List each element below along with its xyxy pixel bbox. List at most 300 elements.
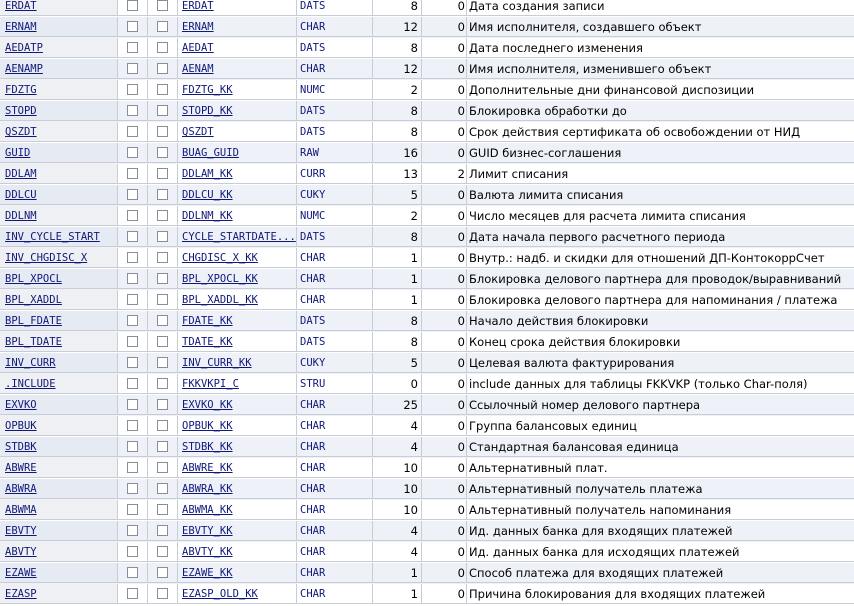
decimals-cell: 0 [422, 479, 467, 499]
initial-values-checkbox[interactable] [157, 42, 168, 53]
initial-values-checkbox[interactable] [157, 336, 168, 347]
key-cell[interactable] [118, 584, 148, 604]
initial-values-cell[interactable] [148, 374, 178, 394]
field-name-cell[interactable]: BPL_TDATE [0, 332, 118, 352]
table-row[interactable] [0, 206, 854, 227]
key-checkbox[interactable] [127, 483, 138, 494]
key-checkbox[interactable] [127, 210, 138, 221]
initial-values-cell[interactable] [148, 122, 178, 142]
data-type-cell: DATS [297, 101, 373, 121]
key-cell[interactable] [118, 500, 148, 520]
initial-values-cell[interactable] [148, 38, 178, 58]
data-type-cell: CHAR [297, 395, 373, 415]
initial-values-cell[interactable] [148, 248, 178, 268]
key-cell[interactable] [118, 395, 148, 415]
initial-values-cell[interactable] [148, 290, 178, 310]
decimals-cell: 0 [422, 227, 467, 247]
length-cell: 8 [373, 122, 422, 142]
key-cell[interactable] [118, 458, 148, 478]
initial-values-cell[interactable] [148, 458, 178, 478]
length-cell: 12 [373, 17, 422, 37]
field-name-cell[interactable]: STOPD [0, 101, 118, 121]
data-type-cell: CUKY [297, 353, 373, 373]
initial-values-cell[interactable] [148, 227, 178, 247]
length-cell: 10 [373, 458, 422, 478]
data-element-cell[interactable]: BPL_XADDL_KK [178, 290, 297, 310]
key-cell[interactable] [118, 38, 148, 58]
decimals-cell: 0 [422, 0, 467, 16]
length-cell: 16 [373, 143, 422, 163]
decimals-cell: 0 [422, 101, 467, 121]
short-description-cell: Дополнительные дни финансовой диспозиции [467, 80, 854, 100]
data-element-cell[interactable]: BPL_XPOCL_KK [178, 269, 297, 289]
initial-values-cell[interactable] [148, 521, 178, 541]
field-name-cell[interactable]: INV_CYCLE_START [0, 227, 118, 247]
length-cell: 2 [373, 206, 422, 226]
field-name-cell[interactable]: DDLCU [0, 185, 118, 205]
key-cell[interactable] [118, 563, 148, 583]
key-cell[interactable] [118, 80, 148, 100]
key-checkbox[interactable] [127, 42, 138, 53]
length-cell: 8 [373, 0, 422, 16]
key-checkbox[interactable] [127, 168, 138, 179]
table-row[interactable] [0, 143, 854, 164]
data-element-cell[interactable]: FDATE_KK [178, 311, 297, 331]
data-type-cell: DATS [297, 311, 373, 331]
data-element-cell[interactable]: QSZDT [178, 122, 297, 142]
field-name-cell[interactable]: EZASP [0, 584, 118, 604]
table-row[interactable] [0, 0, 854, 17]
length-cell: 1 [373, 563, 422, 583]
length-cell: 5 [373, 353, 422, 373]
field-name-cell[interactable]: EBVTY [0, 521, 118, 541]
field-name-cell[interactable]: DDLAM [0, 164, 118, 184]
initial-values-cell[interactable] [148, 311, 178, 331]
key-checkbox[interactable] [127, 252, 138, 263]
key-checkbox[interactable] [127, 462, 138, 473]
initial-values-checkbox[interactable] [157, 0, 168, 11]
length-cell: 4 [373, 542, 422, 562]
key-cell[interactable] [118, 122, 148, 142]
field-name-cell[interactable]: EXVKO [0, 395, 118, 415]
key-checkbox[interactable] [127, 315, 138, 326]
short-description-cell: Альтернативный плат. [467, 458, 854, 478]
initial-values-cell[interactable] [148, 0, 178, 16]
key-checkbox[interactable] [127, 336, 138, 347]
decimals-cell: 0 [422, 206, 467, 226]
field-name-cell[interactable]: QSZDT [0, 122, 118, 142]
data-type-cell: CURR [297, 164, 373, 184]
initial-values-cell[interactable] [148, 143, 178, 163]
table-row[interactable] [0, 458, 854, 479]
decimals-cell: 0 [422, 59, 467, 79]
data-type-cell: RAW [297, 143, 373, 163]
short-description-cell: Внутр.: надб. и скидки для отношений ДП-КонтокоррСчет [467, 248, 854, 268]
field-name-cell[interactable]: BPL_XADDL [0, 290, 118, 310]
key-cell[interactable] [118, 479, 148, 499]
key-checkbox[interactable] [127, 546, 138, 557]
data-element-cell[interactable]: AEDAT [178, 38, 297, 58]
data-element-cell[interactable]: ERNAM [178, 17, 297, 37]
length-cell: 4 [373, 416, 422, 436]
data-type-cell: CHAR [297, 59, 373, 79]
key-cell[interactable] [118, 269, 148, 289]
length-cell: 2 [373, 80, 422, 100]
initial-values-checkbox[interactable] [157, 483, 168, 494]
data-type-cell: CHAR [297, 248, 373, 268]
key-checkbox[interactable] [127, 84, 138, 95]
key-cell[interactable] [118, 437, 148, 457]
initial-values-checkbox[interactable] [157, 273, 168, 284]
key-cell[interactable] [118, 416, 148, 436]
initial-values-cell[interactable] [148, 17, 178, 37]
length-cell: 5 [373, 185, 422, 205]
key-cell[interactable] [118, 227, 148, 247]
field-name-cell[interactable]: STDBK [0, 437, 118, 457]
data-element-cell[interactable]: BUAG_GUID [178, 143, 297, 163]
length-cell: 8 [373, 311, 422, 331]
initial-values-cell[interactable] [148, 164, 178, 184]
field-name-cell[interactable]: ABWRA [0, 479, 118, 499]
key-checkbox[interactable] [127, 189, 138, 200]
short-description-cell: Ид. данных банка для исходящих платежей [467, 542, 854, 562]
initial-values-cell[interactable] [148, 80, 178, 100]
decimals-cell: 2 [422, 164, 467, 184]
initial-values-checkbox[interactable] [157, 420, 168, 431]
data-element-cell[interactable]: ABVTY_KK [178, 542, 297, 562]
short-description-cell: include данных для таблицы FKKVKP (только Char-поля) [467, 374, 854, 394]
table-row[interactable] [0, 311, 854, 332]
key-cell[interactable] [118, 185, 148, 205]
initial-values-checkbox[interactable] [157, 378, 168, 389]
table-row[interactable] [0, 59, 854, 80]
key-checkbox[interactable] [127, 441, 138, 452]
length-cell: 13 [373, 164, 422, 184]
decimals-cell: 0 [422, 353, 467, 373]
table-row[interactable] [0, 479, 854, 500]
key-cell[interactable] [118, 353, 148, 373]
data-type-cell: CHAR [297, 563, 373, 583]
key-checkbox[interactable] [127, 399, 138, 410]
field-name-cell[interactable]: INV_CHGDISC_X [0, 248, 118, 268]
field-name-cell[interactable]: EZAWE [0, 563, 118, 583]
initial-values-cell[interactable] [148, 269, 178, 289]
field-name-cell[interactable]: .INCLUDE [0, 374, 118, 394]
table-row[interactable] [0, 248, 854, 269]
key-checkbox[interactable] [127, 126, 138, 137]
table-row[interactable] [0, 395, 854, 416]
key-checkbox[interactable] [127, 294, 138, 305]
field-name-cell[interactable]: DDLNM [0, 206, 118, 226]
field-name-cell[interactable]: ABVTY [0, 542, 118, 562]
initial-values-cell[interactable] [148, 542, 178, 562]
length-cell: 4 [373, 437, 422, 457]
field-name-cell[interactable]: FDZTG [0, 80, 118, 100]
initial-values-checkbox[interactable] [157, 147, 168, 158]
short-description-cell: Блокировка делового партнера для проводок/выравниваний [467, 269, 854, 289]
data-element-cell[interactable]: ABWMA_KK [178, 500, 297, 520]
field-name-cell[interactable]: ERDAT [0, 0, 118, 16]
data-type-cell: DATS [297, 0, 373, 16]
length-cell: 10 [373, 479, 422, 499]
length-cell: 8 [373, 332, 422, 352]
length-cell: 12 [373, 59, 422, 79]
key-cell[interactable] [118, 143, 148, 163]
key-checkbox[interactable] [127, 378, 138, 389]
data-type-cell: DATS [297, 227, 373, 247]
key-cell[interactable] [118, 542, 148, 562]
length-cell: 8 [373, 227, 422, 247]
data-element-cell[interactable]: CHGDISC_X_KK [178, 248, 297, 268]
data-element-cell[interactable]: ABWRE_KK [178, 458, 297, 478]
initial-values-cell[interactable] [148, 185, 178, 205]
key-cell[interactable] [118, 311, 148, 331]
short-description-cell: Целевая валюта фактурирования [467, 353, 854, 373]
initial-values-checkbox[interactable] [157, 168, 168, 179]
initial-values-checkbox[interactable] [157, 126, 168, 137]
table-row[interactable] [0, 80, 854, 101]
table-row[interactable] [0, 185, 854, 206]
short-description-cell: Валюта лимита списания [467, 185, 854, 205]
length-cell: 1 [373, 269, 422, 289]
decimals-cell: 0 [422, 584, 467, 604]
data-element-cell[interactable]: ERDAT [178, 0, 297, 16]
initial-values-cell[interactable] [148, 332, 178, 352]
initial-values-cell[interactable] [148, 206, 178, 226]
initial-values-checkbox[interactable] [157, 504, 168, 515]
table-row[interactable] [0, 38, 854, 59]
key-checkbox[interactable] [127, 588, 138, 599]
data-type-cell: DATS [297, 122, 373, 142]
initial-values-cell[interactable] [148, 353, 178, 373]
data-type-cell: CHAR [297, 437, 373, 457]
initial-values-checkbox[interactable] [157, 588, 168, 599]
key-checkbox[interactable] [127, 357, 138, 368]
data-element-cell[interactable]: EZASP_OLD_KK [178, 584, 297, 604]
key-checkbox[interactable] [127, 63, 138, 74]
decimals-cell: 0 [422, 542, 467, 562]
initial-values-checkbox[interactable] [157, 567, 168, 578]
key-cell[interactable] [118, 101, 148, 121]
key-checkbox[interactable] [127, 420, 138, 431]
table-row[interactable] [0, 437, 854, 458]
decimals-cell: 0 [422, 458, 467, 478]
initial-values-checkbox[interactable] [157, 84, 168, 95]
data-element-cell[interactable]: DDLAM_KK [178, 164, 297, 184]
short-description-cell: Имя исполнителя, изменившего объект [467, 59, 854, 79]
table-row[interactable] [0, 332, 854, 353]
initial-values-cell[interactable] [148, 101, 178, 121]
short-description-cell: Альтернативный получатель напоминания [467, 500, 854, 520]
initial-values-checkbox[interactable] [157, 525, 168, 536]
field-name-cell[interactable]: OPBUK [0, 416, 118, 436]
data-type-cell: CHAR [297, 521, 373, 541]
table-row[interactable] [0, 101, 854, 122]
table-row[interactable] [0, 584, 854, 605]
data-element-cell[interactable]: FKKVKPI_C [178, 374, 297, 394]
decimals-cell: 0 [422, 521, 467, 541]
key-cell[interactable] [118, 206, 148, 226]
table-row[interactable] [0, 269, 854, 290]
short-description-cell: Срок действия сертификата об освобождении от НИД [467, 122, 854, 142]
short-description-cell: Дата начала первого расчетного периода [467, 227, 854, 247]
data-type-cell: CHAR [297, 584, 373, 604]
data-type-cell: STRU [297, 374, 373, 394]
initial-values-checkbox[interactable] [157, 441, 168, 452]
data-type-cell: CHAR [297, 542, 373, 562]
data-element-cell[interactable]: OPBUK_KK [178, 416, 297, 436]
key-checkbox[interactable] [127, 0, 138, 11]
length-cell: 1 [373, 248, 422, 268]
initial-values-checkbox[interactable] [157, 252, 168, 263]
key-cell[interactable] [118, 17, 148, 37]
short-description-cell: Группа балансовых единиц [467, 416, 854, 436]
key-cell[interactable] [118, 332, 148, 352]
initial-values-checkbox[interactable] [157, 210, 168, 221]
initial-values-checkbox[interactable] [157, 357, 168, 368]
data-type-cell: DATS [297, 332, 373, 352]
initial-values-cell[interactable] [148, 395, 178, 415]
initial-values-checkbox[interactable] [157, 399, 168, 410]
field-name-cell[interactable]: ERNAM [0, 17, 118, 37]
table-row[interactable] [0, 353, 854, 374]
field-name-cell[interactable]: ABWMA [0, 500, 118, 520]
field-name-cell[interactable]: ABWRE [0, 458, 118, 478]
table-row[interactable] [0, 416, 854, 437]
short-description-cell: Причина блокирования для входящих платежей [467, 584, 854, 604]
data-element-cell[interactable]: EBVTY_KK [178, 521, 297, 541]
decimals-cell: 0 [422, 395, 467, 415]
decimals-cell: 0 [422, 248, 467, 268]
length-cell: 8 [373, 38, 422, 58]
decimals-cell: 0 [422, 122, 467, 142]
field-name-cell[interactable]: GUID [0, 143, 118, 163]
initial-values-checkbox[interactable] [157, 546, 168, 557]
decimals-cell: 0 [422, 416, 467, 436]
initial-values-cell[interactable] [148, 500, 178, 520]
field-name-cell[interactable]: BPL_XPOCL [0, 269, 118, 289]
key-checkbox[interactable] [127, 525, 138, 536]
short-description-cell: Дата последнего изменения [467, 38, 854, 58]
table-row[interactable] [0, 122, 854, 143]
data-element-cell[interactable]: ABWRA_KK [178, 479, 297, 499]
initial-values-checkbox[interactable] [157, 21, 168, 32]
decimals-cell: 0 [422, 80, 467, 100]
key-checkbox[interactable] [127, 504, 138, 515]
decimals-cell: 0 [422, 143, 467, 163]
initial-values-checkbox[interactable] [157, 294, 168, 305]
decimals-cell: 0 [422, 38, 467, 58]
data-element-cell[interactable]: INV_CURR_KK [178, 353, 297, 373]
short-description-cell: GUID бизнес-соглашения [467, 143, 854, 163]
initial-values-cell[interactable] [148, 437, 178, 457]
initial-values-cell[interactable] [148, 416, 178, 436]
key-checkbox[interactable] [127, 147, 138, 158]
initial-values-cell[interactable] [148, 584, 178, 604]
field-name-cell[interactable]: INV_CURR [0, 353, 118, 373]
decimals-cell: 0 [422, 374, 467, 394]
key-cell[interactable] [118, 0, 148, 16]
data-type-cell: CHAR [297, 458, 373, 478]
initial-values-checkbox[interactable] [157, 105, 168, 116]
key-checkbox[interactable] [127, 567, 138, 578]
table-row[interactable] [0, 542, 854, 563]
initial-values-cell[interactable] [148, 479, 178, 499]
short-description-cell: Конец срока действия блокировки [467, 332, 854, 352]
short-description-cell: Число месяцев для расчета лимита списания [467, 206, 854, 226]
short-description-cell: Имя исполнителя, создавшего объект [467, 17, 854, 37]
length-cell: 1 [373, 290, 422, 310]
short-description-cell: Лимит списания [467, 164, 854, 184]
data-element-cell[interactable]: AENAM [178, 59, 297, 79]
data-element-cell[interactable]: STDBK_KK [178, 437, 297, 457]
key-cell[interactable] [118, 59, 148, 79]
initial-values-cell[interactable] [148, 59, 178, 79]
field-name-cell[interactable]: BPL_FDATE [0, 311, 118, 331]
initial-values-checkbox[interactable] [157, 63, 168, 74]
data-element-cell[interactable]: STOPD_KK [178, 101, 297, 121]
data-type-cell: NUMC [297, 80, 373, 100]
table-row[interactable] [0, 500, 854, 521]
data-type-cell: NUMC [297, 206, 373, 226]
table-row[interactable] [0, 521, 854, 542]
initial-values-cell[interactable] [148, 563, 178, 583]
initial-values-checkbox[interactable] [157, 462, 168, 473]
initial-values-checkbox[interactable] [157, 231, 168, 242]
data-element-cell[interactable]: EZAWE_KK [178, 563, 297, 583]
table-row[interactable] [0, 563, 854, 584]
short-description-cell: Блокировка делового партнера для напоминания / платежа [467, 290, 854, 310]
initial-values-checkbox[interactable] [157, 315, 168, 326]
key-checkbox[interactable] [127, 105, 138, 116]
decimals-cell: 0 [422, 332, 467, 352]
table-row[interactable] [0, 17, 854, 38]
decimals-cell: 0 [422, 17, 467, 37]
key-cell[interactable] [118, 290, 148, 310]
data-element-cell[interactable]: EXVKO_KK [178, 395, 297, 415]
field-name-cell[interactable]: AENAMP [0, 59, 118, 79]
data-type-cell: CHAR [297, 500, 373, 520]
field-name-cell[interactable]: AEDATP [0, 38, 118, 58]
table-row[interactable] [0, 227, 854, 248]
key-cell[interactable] [118, 164, 148, 184]
length-cell: 4 [373, 521, 422, 541]
decimals-cell: 0 [422, 269, 467, 289]
key-checkbox[interactable] [127, 273, 138, 284]
data-element-cell[interactable]: CYCLE_STARTDATE... [178, 227, 297, 247]
table-row[interactable] [0, 290, 854, 311]
data-type-cell: CHAR [297, 17, 373, 37]
short-description-cell: Блокировка обработки до [467, 101, 854, 121]
table-row[interactable] [0, 374, 854, 395]
key-cell[interactable] [118, 521, 148, 541]
data-element-cell[interactable]: DDLCU_KK [178, 185, 297, 205]
data-element-cell[interactable]: FDZTG_KK [178, 80, 297, 100]
data-element-cell[interactable]: DDLNM_KK [178, 206, 297, 226]
key-cell[interactable] [118, 374, 148, 394]
data-element-cell[interactable]: TDATE_KK [178, 332, 297, 352]
key-cell[interactable] [118, 248, 148, 268]
key-checkbox[interactable] [127, 21, 138, 32]
data-type-cell: CHAR [297, 416, 373, 436]
decimals-cell: 0 [422, 437, 467, 457]
data-type-cell: CHAR [297, 479, 373, 499]
initial-values-checkbox[interactable] [157, 189, 168, 200]
table-row[interactable] [0, 164, 854, 185]
decimals-cell: 0 [422, 311, 467, 331]
data-type-cell: CHAR [297, 269, 373, 289]
key-checkbox[interactable] [127, 231, 138, 242]
